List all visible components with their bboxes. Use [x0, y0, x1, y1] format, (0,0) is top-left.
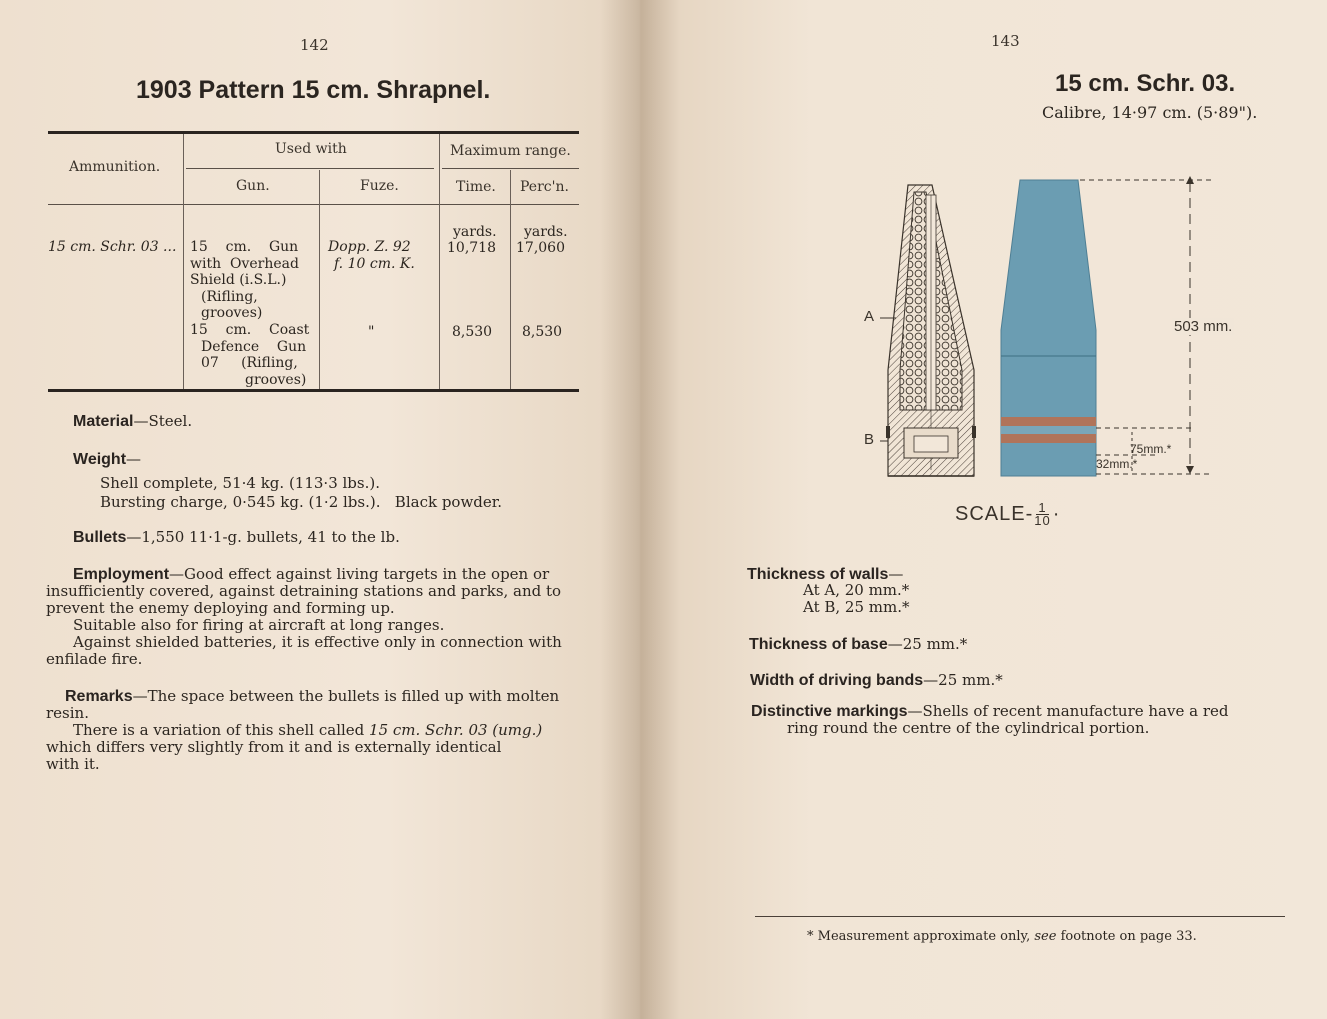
bands-text: —25 mm.*: [923, 671, 1003, 689]
fuze-line: f. 10 cm. K.: [334, 255, 415, 272]
figure-scale: SCALE- $\frac{1}{10}$ ·: [955, 500, 1061, 528]
header-subrule-used: [186, 168, 434, 169]
gun-line: 15 cm. Coast: [190, 322, 310, 338]
walls-label: Thickness of walls: [747, 566, 889, 583]
table-row-2-gun: [190, 322, 314, 388]
page-number-right: 143: [991, 32, 1020, 50]
table-row-1-fuze: [328, 239, 415, 272]
employment-label: Employment: [73, 566, 170, 583]
remarks-section: [46, 688, 581, 773]
remarks-line-3: There is a variation of this shell called 15 cm. Schr. 03 (umg.): [73, 721, 543, 739]
markings-label: Distinctive markings: [751, 703, 908, 720]
table-row-2-time: 8,530: [452, 324, 493, 340]
header-gun: Gun.: [236, 178, 270, 194]
table-bottom-rule: [48, 389, 579, 392]
markings-line-2: ring round the centre of the cylindrical portion.: [787, 719, 1150, 737]
remarks-line-2: resin.: [46, 704, 89, 722]
fuze-line: Dopp. Z. 92: [328, 239, 411, 255]
walls-dash: —: [888, 565, 904, 583]
dimension-base-label: 32mm.*: [1096, 457, 1138, 471]
header-percn: Perc'n.: [520, 179, 569, 195]
page-title-right: 15 cm. Schr. 03.: [1055, 70, 1236, 97]
cell-ammunition: 15 cm. Schr. 03 ...: [48, 239, 177, 255]
remarks-line-1: Remarks—The space between the bullets is filled up with molten: [65, 687, 560, 705]
base-text: —25 mm.*: [887, 635, 968, 653]
bullets-text: —1,550 11·1-g. bullets, 41 to the lb.: [126, 528, 400, 546]
shell-cross-section: [886, 185, 976, 476]
table-row-2-percn: 8,530: [522, 324, 563, 340]
walls-line-b: At B, 25 mm.*: [803, 598, 910, 616]
remarks-line-4: which differs very slightly from it and is externally identical: [46, 738, 502, 756]
figure-label-a: A: [864, 308, 875, 325]
gun-line: grooves): [245, 371, 307, 388]
employment-line-3: prevent the enemy deploying and forming up.: [46, 599, 395, 617]
employment-line-2: insufficiently covered, against detraining stations and parks, and to: [46, 582, 562, 600]
dimension-length-label: 503 mm.: [1174, 318, 1233, 335]
weight-line-2: Bursting charge, 0·545 kg. (1·2 lbs.). Black powder.: [100, 493, 503, 511]
employment-line-6: enfilade fire.: [46, 650, 143, 668]
calibre-subtitle: Calibre, 14·97 cm. (5·89").: [1042, 103, 1258, 122]
weight-heading: [73, 449, 141, 469]
scale-denominator: 10: [1034, 513, 1051, 528]
gun-line: grooves): [201, 305, 263, 321]
book-gutter: [600, 0, 680, 1019]
bullets-label: Bullets: [73, 529, 127, 546]
bullets-section: [73, 529, 400, 546]
footnote: [807, 928, 1197, 945]
material-label: Material: [73, 413, 134, 430]
col-divider-3: [439, 134, 440, 389]
employment-line-5: Against shielded batteries, it is effective only in connection with: [73, 633, 562, 651]
footnote-see: see: [1034, 929, 1057, 944]
scale-prefix: SCALE-: [955, 503, 1034, 525]
table-row-1-percn: 17,060: [516, 240, 565, 256]
gun-line: with Overhead: [190, 255, 299, 272]
base-section: [749, 636, 967, 653]
material-text: —Steel.: [133, 412, 193, 430]
remarks-line-5: with it.: [46, 755, 100, 773]
gun-line: Defence Gun: [201, 338, 307, 355]
shell-figure: [860, 170, 1240, 490]
remarks-label: Remarks: [65, 688, 133, 705]
employment-line-4: Suitable also for firing at aircraft at long ranges.: [73, 616, 445, 634]
bands-label: Width of driving bands: [750, 672, 924, 689]
weight-label: Weight: [73, 451, 127, 468]
figure-label-b: B: [864, 431, 875, 448]
material-section: [73, 413, 192, 430]
employment-line-1: Employment—Good effect against living targets in the open or: [73, 565, 550, 583]
scale-fraction: [1034, 502, 1050, 527]
walls-line-a: At A, 20 mm.*: [803, 581, 910, 599]
bands-section: [750, 672, 1003, 689]
weight-dash: —: [126, 450, 142, 468]
table-top-rule: [48, 131, 579, 134]
gun-line: Shield (i.S.L.): [190, 272, 287, 288]
header-time: Time.: [456, 179, 496, 195]
table-row-1-time: 10,718: [447, 240, 496, 256]
markings-line-1: Distinctive markings—Shells of recent manufacture have a red: [751, 702, 1229, 720]
col-divider-1: [183, 134, 184, 389]
page-number-left: 142: [300, 36, 329, 54]
footnote-rule: [755, 916, 1285, 917]
page-title-left: 1903 Pattern 15 cm. Shrapnel.: [136, 76, 491, 104]
shell-exterior-view: [1001, 180, 1096, 476]
employment-section: [46, 566, 581, 668]
gun-line: 15 cm. Gun: [190, 239, 299, 255]
footnote-prefix: * Measurement approximate only,: [807, 929, 1035, 944]
table-row-1-gun: [190, 239, 314, 322]
col-divider-2: [319, 170, 320, 389]
header-fuze: Fuze.: [360, 178, 399, 194]
weight-line-1: Shell complete, 51·4 kg. (113·3 lbs.).: [100, 474, 380, 492]
unit-percn: yards.: [524, 224, 568, 240]
driving-band-lower: [1001, 434, 1096, 443]
gun-line: (Rifling,: [201, 288, 258, 305]
col-divider-4: [510, 170, 511, 389]
footnote-suffix: footnote on page 33.: [1056, 929, 1197, 944]
table-row-2-fuze: ": [368, 324, 375, 340]
header-used-with: Used with: [275, 141, 347, 157]
dimension-band-label: 75mm.*: [1130, 442, 1172, 456]
header-max-range: Maximum range.: [450, 143, 571, 159]
driving-band-upper: [1001, 417, 1096, 426]
gun-line: 07 (Rifling,: [201, 355, 298, 371]
markings-section: [751, 703, 1291, 737]
header-ammunition: Ammunition.: [69, 159, 161, 175]
header-bottom-rule: [48, 204, 579, 205]
base-label: Thickness of base: [749, 636, 888, 653]
unit-time: yards.: [453, 224, 497, 240]
scale-numerator: 1: [1038, 500, 1047, 515]
header-subrule-range: [442, 168, 579, 169]
